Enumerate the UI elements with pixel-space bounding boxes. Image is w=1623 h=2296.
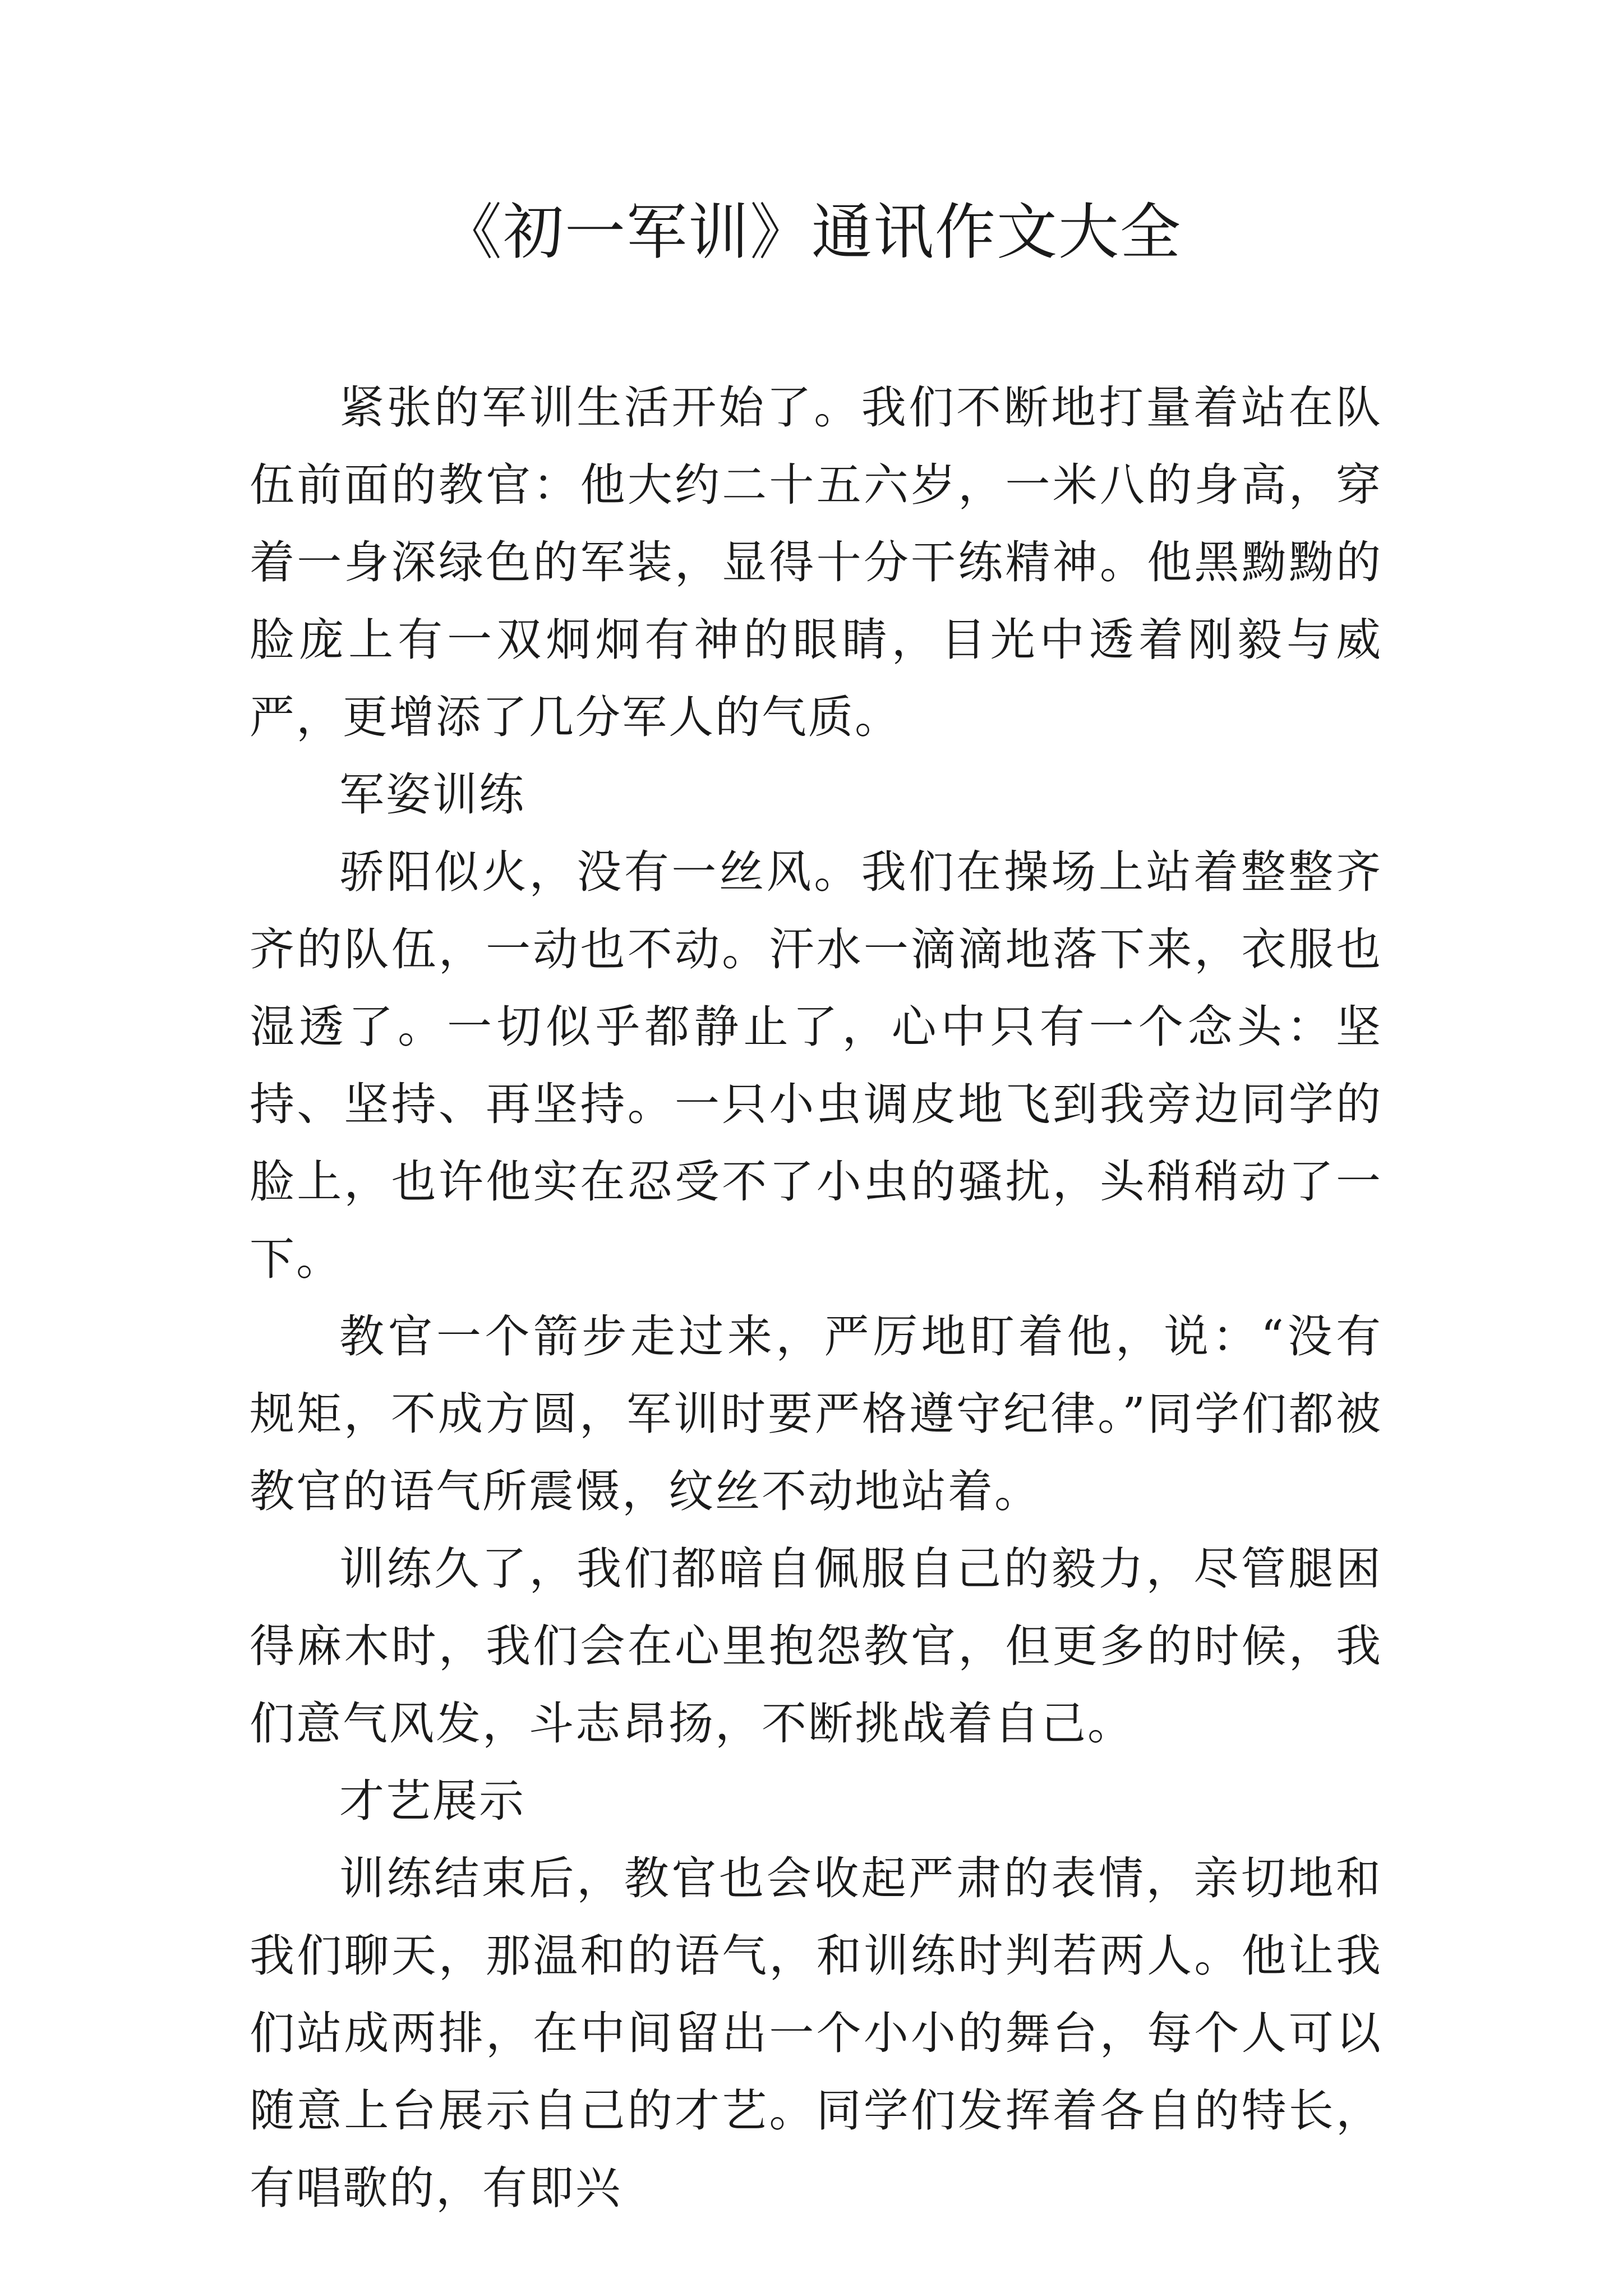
paragraph-talent-1: 训练结束后，教官也会收起严肃的表情，亲切地和我们聊天，那温和的语气，和训练时判若两人。他让我们站成两排，在中间留出一个小小的舞台，每个人可以随意上台展示自己的才艺。同学们发挥着各自的特长，有唱歌的，有即兴 — [250, 1852, 1382, 2214]
section-heading-talent-show: 才艺展示 — [339, 1775, 525, 1827]
paragraph-posture-2: 教官一个箭步走过来，严厉地盯着他，说：“没有规矩，不成方圆，军训时要严格遵守纪律。”同学们都被教官的语气所震慑，纹丝不动地站着。 — [250, 1310, 1382, 1517]
section-heading-posture-training: 军姿训练 — [339, 769, 525, 821]
paragraph-posture-3: 训练久了，我们都暗自佩服自己的毅力，尽管腿困得麻木时，我们会在心里抱怨教官，但更多的时候，我们意气风发，斗志昂扬，不断挑战着自己。 — [250, 1543, 1382, 1750]
paragraph-intro: 紧张的军训生活开始了。我们不断地打量着站在队伍前面的教官：他大约二十五六岁，一米八的身高，穿着一身深绿色的军装，显得十分干练精神。他黑黝黝的脸庞上有一双炯炯有神的眼睛，目光中透着刚毅与威严，更增添了几分军人的气质。 — [250, 381, 1382, 743]
paragraph-posture-1: 骄阳似火，没有一丝风。我们在操场上站着整整齐齐的队伍，一动也不动。汗水一滴滴地落下来，衣服也湿透了。一切似乎都静止了，心中只有一个念头：坚持、坚持、再坚持。一只小虫调皮地飞到我旁边同学的脸上，也许他实在忍受不了小虫的骚扰，头稍稍动了一下。 — [250, 846, 1382, 1285]
document-body — [250, 369, 1382, 2227]
document-title: 《初一军训》通讯作文大全 — [441, 197, 1182, 268]
